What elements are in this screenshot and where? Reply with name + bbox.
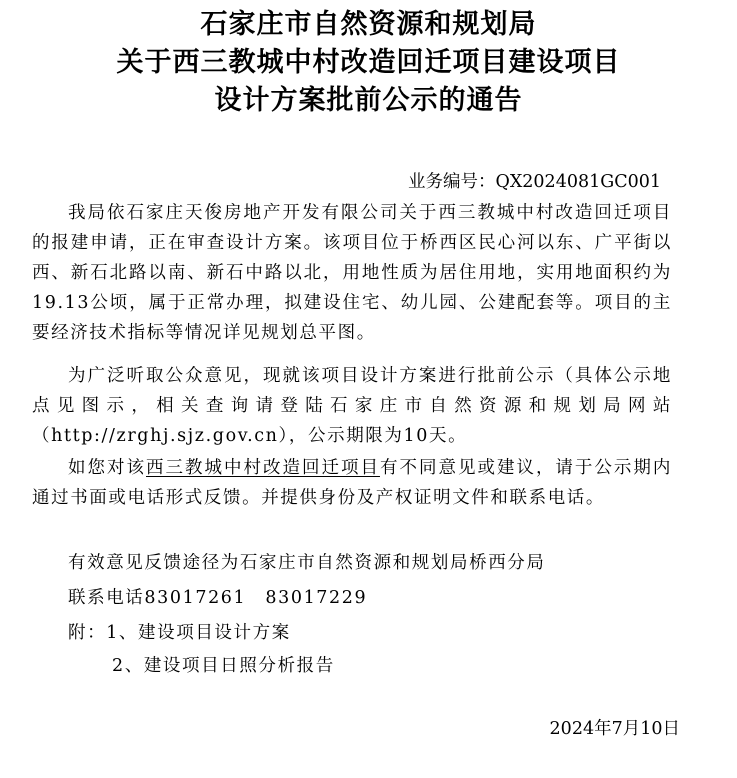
paragraph-project-description: 我局依石家庄天俊房地产开发有限公司关于西三教城中村改造回迁项目的报建申请，正在审查设计方案。该项目位于桥西区民心河以东、广平街以西、新石北路以南、新石中路以北，用地性质为居住用地，实用地面积约为19.13公顷，属于正常办理，拟建设住宅、幼儿园、公建配套等。项目的主要经济技术指标等情况详见规划总平图。 — [32, 203, 672, 343]
title-line-2: 关于西三教城中村改造回迁项目建设项目 — [116, 47, 621, 78]
title-line-1: 石家庄市自然资源和规划局 — [200, 9, 537, 40]
project-name-underlined: 西三教城中村改造回迁项目 — [146, 458, 380, 478]
feedback-channel: 有效意见反馈途径为石家庄市自然资源和规划局桥西分局 — [68, 553, 546, 573]
notice-date: 2024年7月10日 — [549, 719, 680, 739]
contact-phone: 联系电话83017261 83017229 — [68, 588, 368, 608]
feedback-text-before: 如您对该 — [68, 458, 146, 478]
attachment-item-1: 附：1、建设项目设计方案 — [68, 623, 291, 643]
title-line-3: 设计方案批前公示的通告 — [214, 85, 523, 116]
reference-number: 业务编号：QX2024081GC001 — [407, 172, 661, 192]
attachment-item-2: 2、建设项目日照分析报告 — [112, 656, 335, 676]
feedback-text-after: 有不同意见或建议，请于公示期内通过书面或电话形式反馈。并提供身份及产权证明文件和联系电话。 — [32, 458, 673, 508]
paragraph-public-notice: 为广泛听取公众意见，现就该项目设计方案进行批前公示（具体公示地点见图示，相关查询请登陆石家庄市自然资源和规划局网站（http://zrghj.sjz.gov.cn），公示期限为10天。 — [32, 366, 672, 446]
paragraph-feedback-request — [32, 453, 672, 513]
